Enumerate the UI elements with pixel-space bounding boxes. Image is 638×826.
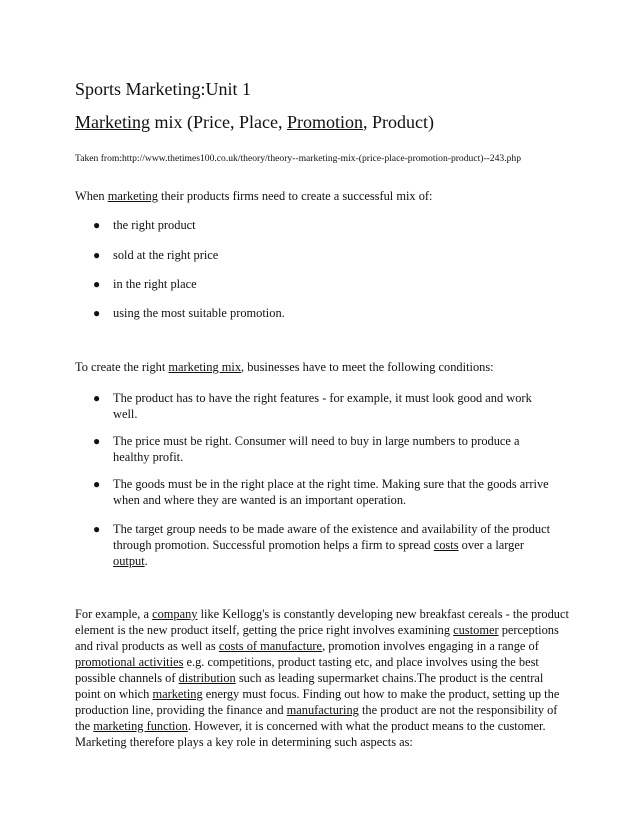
bullet-icon: ● [93,522,101,536]
list-item: ● sold at the right price [93,248,219,262]
list-item: ● The goods must be in the right place at the right time. Making sure that the goods arrive when and where they are wanted is an important operation. [93,477,549,507]
customer-link[interactable]: customer [453,623,499,637]
distribution-link[interactable]: distribution [178,671,236,685]
bullet-icon: ● [93,434,101,448]
example-text: such as leading supermarket chains.The product is the central point on which [75,671,544,701]
promotional-activities-link[interactable]: promotional activities [75,655,184,669]
condition-text-mid: over a larger [458,538,525,552]
list-item [75,521,570,569]
company-link[interactable]: company [152,607,198,621]
costs-link[interactable]: costs [433,538,459,552]
example-paragraph [75,606,570,750]
bullet-icon: ● [93,391,101,405]
manufacturing-link[interactable]: manufacturing [286,703,359,717]
marketing-link[interactable]: Marketing [75,112,150,132]
intro-text: When [75,189,108,203]
marketing-link[interactable]: marketing [152,687,203,701]
marketing-mix-link[interactable]: marketing mix [168,360,242,374]
condition-text: The target group needs to be made aware of the existence and availability of the product through promotion. Successful promotion helps a firm to spread [113,522,551,552]
document-title: Sports Marketing:Unit 1 [75,79,251,99]
example-text: energy must focus. Finding out how to make the product, setting up the production line, providing the finance and [75,687,560,717]
example-text: . However, it is concerned with what the product means to the customer. Marketing therefore plays a key role in determining such aspects as: [75,719,546,749]
conditions-intro-text-end: , businesses have to meet the following conditions: [241,360,494,374]
example-text: the product are not the responsibility of the [75,703,558,733]
list-item: ● The price must be right. Consumer will need to buy in large numbers to produce a healthy profit. [93,434,520,464]
list-item: ● the right product [93,218,196,232]
example-text: perceptions and rival products as well as [75,623,559,653]
example-text: , promotion involves engaging in a range of [322,639,539,653]
conditions-intro [75,359,570,375]
conditions-intro-text: To create the right [75,360,169,374]
example-text: like Kellogg's is constantly developing new breakfast cereals - the product element is the new product itself, getting the price right involves examining [75,607,569,637]
intro-text-end: their products firms need to create a successful mix of: [157,189,433,203]
bullet-icon: ● [93,277,101,291]
bullet-icon: ● [93,218,101,232]
condition-text-end: . [144,554,148,568]
marketing-function-link[interactable]: marketing function [93,719,188,733]
bullet-icon: ● [93,306,101,320]
document-subtitle [75,111,434,133]
output-link[interactable]: output [113,554,145,568]
list-item: ● using the most suitable promotion. [93,306,285,320]
costs-of-manufacture-link[interactable]: costs of manufacture [218,639,323,653]
promotion-link[interactable]: Promotion [286,112,363,132]
subtitle-text-end: , Product) [362,112,434,132]
intro-paragraph [75,188,570,204]
example-text: For example, a [75,607,153,621]
marketing-link[interactable]: marketing [107,189,158,203]
bullet-icon: ● [93,248,101,262]
subtitle-text: mix (Price, Place, [149,112,287,132]
bullet-icon: ● [93,477,101,491]
list-item: ● The product has to have the right features - for example, it must look good and work well. [93,391,532,421]
source-citation: Taken from:http://www.thetimes100.co.uk/theory/theory--marketing-mix-(price-place-promotion-product)--243.php [75,153,522,164]
list-item: ● in the right place [93,277,197,291]
example-text: e.g. competitions, product tasting etc, and place involves using the best possible channels of [75,655,539,685]
